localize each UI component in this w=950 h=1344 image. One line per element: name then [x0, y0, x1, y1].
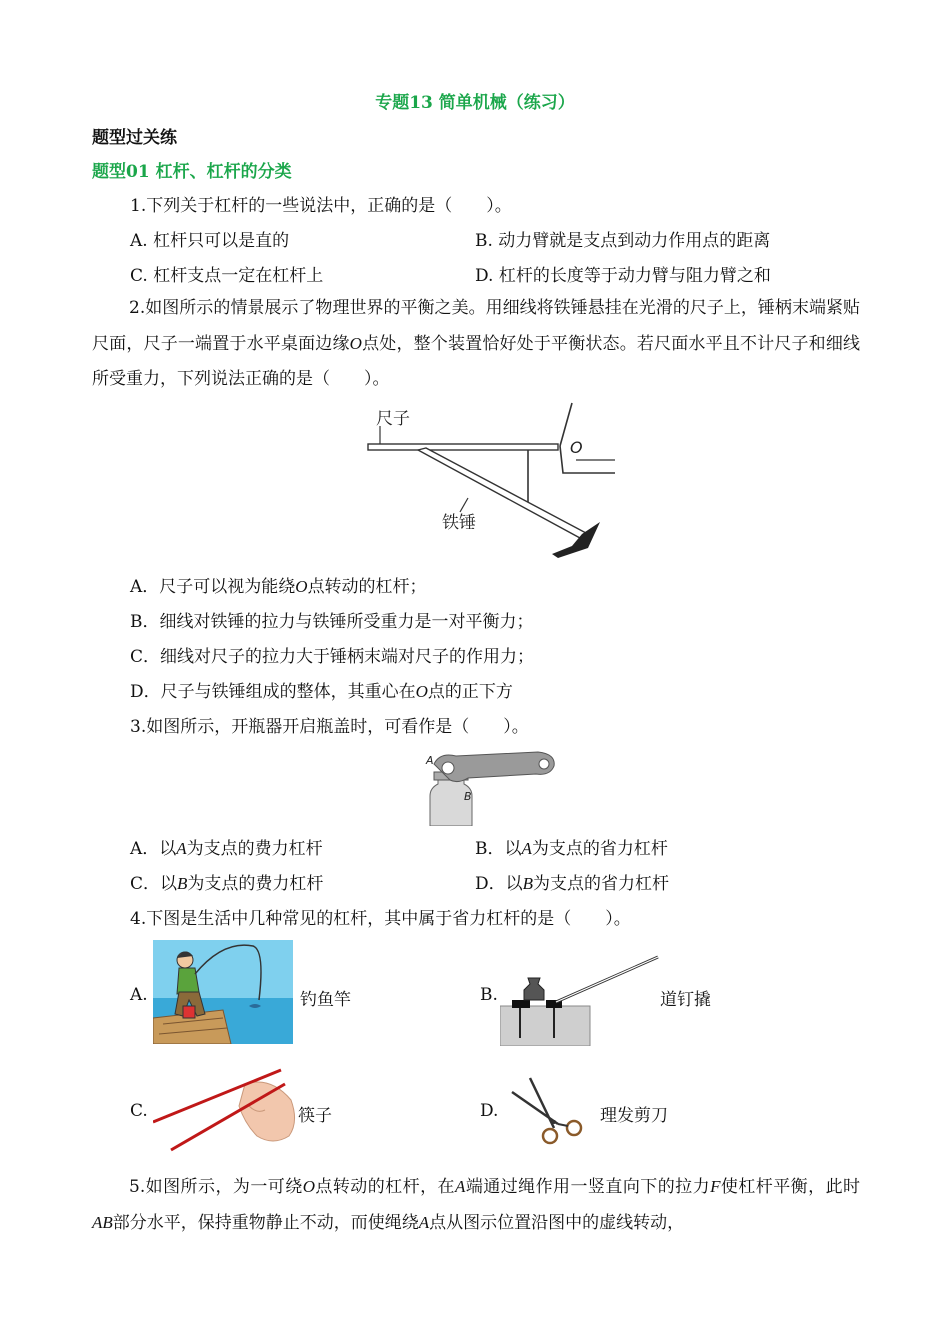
q3-b-pre: B．以 — [475, 839, 522, 859]
scissor-pivot — [552, 1120, 556, 1124]
q3-stem: 3.如图所示，开瓶器开启瓶盖时，可看作是（ ）。 — [130, 717, 529, 737]
q2-d-o: O — [415, 682, 428, 701]
sleeper — [500, 1006, 590, 1046]
section-heading: 题型过关练 — [92, 128, 177, 148]
q3-b-var: A — [521, 839, 532, 858]
q5-part2: 点转动的杠杆，在 — [314, 1177, 455, 1197]
q3-c-var: B — [177, 874, 188, 893]
q4-a-text: 钓鱼竿 — [300, 990, 351, 1010]
q4-stem: 4.下图是生活中几种常见的杠杆，其中属于省力杠杆的是（ ）。 — [130, 909, 631, 929]
q2-a-o: O — [295, 577, 308, 596]
q5-ab: AB — [92, 1213, 113, 1232]
rail — [524, 978, 544, 1000]
q3-bottle-opener-figure — [420, 748, 560, 826]
q4-chopsticks-figure — [153, 1066, 299, 1152]
q2-stem-part2: 点处，整个装置恰好处于平衡状态。若尺面水平且不计尺子和细线所受重力，下列说法正确的是（ ）。 — [92, 334, 861, 389]
q3-a-post: 为支点的费力杠杆 — [186, 839, 323, 859]
fig-label-o: O — [570, 438, 583, 457]
q4-scissors-figure — [510, 1076, 594, 1148]
q2-d-post: 点的正下方 — [427, 682, 513, 702]
q4-c-letter: C. — [130, 1101, 148, 1121]
q2-option-c: C．细线对尺子的拉力大于锤柄末端对尺子的作用力； — [130, 647, 535, 667]
scissor-ring-2 — [567, 1121, 581, 1135]
q1-option-a: A. 杠杆只可以是直的 — [130, 231, 290, 251]
q3-option-b — [475, 838, 668, 860]
q1-stem: 1.下列关于杠杆的一些说法中，正确的是（ ）。 — [130, 196, 512, 216]
scissor-handle — [558, 1124, 568, 1126]
q2-ruler-hammer-figure — [360, 398, 620, 566]
fig-label-ruler: 尺子 — [376, 409, 410, 429]
fig-label-b: B — [464, 790, 472, 803]
scissor-blade-2 — [530, 1078, 554, 1128]
q4-spike-lever-figure — [500, 954, 662, 1046]
scissor-ring-1 — [543, 1129, 557, 1143]
subsection-heading: 题型01 杠杆、杠杆的分类 — [92, 162, 292, 182]
fisherman-shirt — [177, 968, 199, 994]
q3-b-post: 为支点的省力杠杆 — [531, 839, 668, 859]
q5-a2: A — [418, 1213, 430, 1232]
q3-option-c — [130, 873, 323, 895]
q4-a-letter: A. — [130, 985, 148, 1005]
tie-plate-left — [512, 1000, 530, 1008]
opener-ring — [442, 762, 454, 774]
q5-part4: 使杠杆平衡，此时 — [720, 1177, 861, 1197]
ruler-shape — [368, 444, 558, 450]
q4-b-text: 道钉撬 — [660, 990, 711, 1010]
q3-d-post: 为支点的省力杠杆 — [533, 874, 670, 894]
q5-a1: A — [454, 1177, 466, 1196]
q5-part5: 部分水平，保持重物静止不动，而使绳绕 — [112, 1213, 419, 1233]
q3-d-var: B — [522, 874, 534, 893]
q2-d-pre: D．尺子与铁锤组成的整体，其重心在 — [130, 682, 416, 702]
crowbar-highlight — [556, 957, 658, 1002]
opener-hole — [539, 759, 549, 769]
q4-c-text: 筷子 — [298, 1106, 332, 1126]
hand — [239, 1082, 295, 1141]
q1-option-b: B. 动力臂就是支点到动力作用点的距离 — [475, 231, 771, 251]
q3-a-var: A — [176, 839, 187, 858]
q2-option-b: B．细线对铁锤的拉力与铁锤所受重力是一对平衡力； — [130, 612, 534, 632]
q5-part1: 5.如图所示，为一可绕 — [129, 1177, 303, 1197]
q2-a-pre: A．尺子可以视为能绕 — [130, 577, 296, 597]
hammer-label-leader — [460, 498, 468, 512]
q1-option-d: D. 杠杆的长度等于动力臂与阻力臂之和 — [475, 266, 771, 286]
fig-label-hammer: 铁锤 — [442, 513, 476, 533]
fig-label-a: A — [426, 754, 434, 767]
q4-d-letter: D. — [480, 1101, 499, 1121]
q5-part3: 端通过绳作用一竖直向下的拉力 — [465, 1177, 711, 1197]
document-title: 专题13 简单机械（练习） — [375, 93, 575, 113]
q2-stem-part1: 2.如图所示的情景展示了物理世界的平衡之美。用细线将铁锤悬挂在光滑的尺子上，锤柄末端紧贴尺面，尺子一端置于水平桌面边缘 — [92, 298, 860, 354]
q5-part6: 点从图示位置沿图中的虚线转动， — [429, 1213, 685, 1233]
q3-c-pre: C．以 — [130, 874, 178, 894]
q2-option-a — [130, 576, 427, 598]
q2-option-d — [130, 681, 513, 703]
q3-option-d — [475, 873, 669, 895]
q3-a-pre: A．以 — [130, 839, 177, 859]
q5-f: F — [710, 1177, 721, 1196]
q3-option-a — [130, 838, 323, 860]
q4-d-text: 理发剪刀 — [600, 1106, 668, 1126]
q2-stem-o: O — [349, 334, 362, 353]
q5-o: O — [302, 1177, 315, 1196]
q1-option-c: C. 杠杆支点一定在杠杆上 — [130, 266, 324, 286]
q4-fishing-rod-figure — [153, 940, 293, 1044]
q5-stem — [92, 1169, 860, 1241]
q2-stem — [92, 291, 860, 397]
q2-a-post: 点转动的杠杆； — [307, 577, 427, 597]
bucket — [183, 1006, 195, 1018]
q3-d-pre: D．以 — [475, 874, 523, 894]
q3-c-post: 为支点的费力杠杆 — [187, 874, 324, 894]
q4-b-letter: B. — [480, 985, 498, 1005]
